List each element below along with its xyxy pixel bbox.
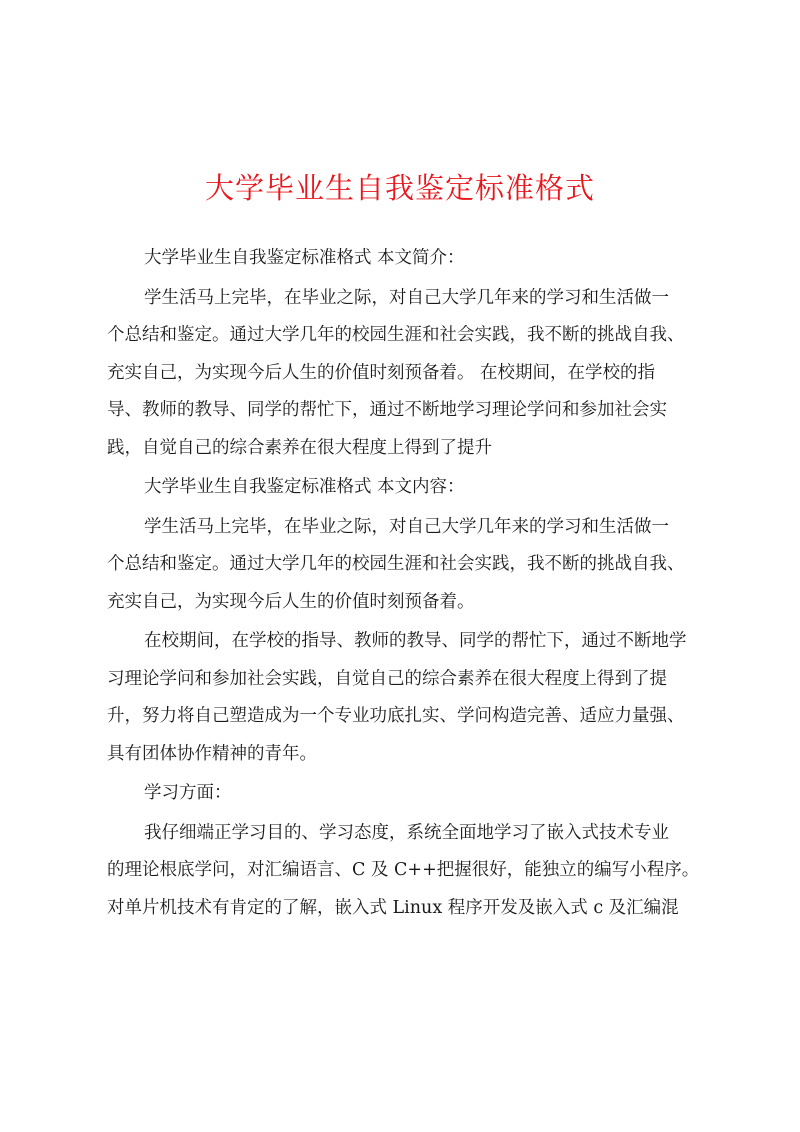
paragraph-line: 具有团体协作精神的青年。 (107, 743, 317, 764)
paragraph-intro-body (107, 280, 707, 468)
paragraph-line: 对单片机技术有肯定的了解，嵌入式 Linux 程序开发及嵌入式 c 及汇编混 (107, 897, 679, 918)
paragraph-line: 在校期间，在学校的指导、教师的教导、同学的帮忙下，通过不断地学 (144, 631, 687, 651)
paragraph-line: 习理论学问和参加社会实践，自觉自己的综合素养在很大程度上得到了提 (107, 668, 667, 689)
paragraph-study-body (107, 815, 707, 928)
paragraph-line: 大学毕业生自我鉴定标准格式 本文内容： (144, 477, 465, 497)
paragraph-line: 我仔细端正学习目的、学习态度，系统全面地学习了嵌入式技术专业 (144, 822, 669, 843)
paragraph-line: 充实自己，为实现今后人生的价值时刻预备着。 在校期间，在学校的指 (107, 362, 656, 383)
paragraph-line: 充实自己，为实现今后人生的价值时刻预备着。 (107, 591, 475, 612)
paragraph-intro-heading (107, 240, 707, 278)
document-title: 大学毕业生自我鉴定标准格式 (204, 171, 595, 205)
paragraph-line: 学生活马上完毕，在毕业之际，对自己大学几年来的学习和生活做一 (144, 516, 669, 537)
paragraph-line: 个总结和鉴定。通过大学几年的校园生涯和社会实践，我不断的挑战自我、 (107, 325, 685, 345)
paragraph-content-body-2 (107, 623, 707, 773)
paragraph-line: 学生活马上完毕，在毕业之际，对自己大学几年来的学习和生活做一 (144, 287, 669, 308)
paragraph-line: 践，自觉自己的综合素养在很大程度上得到了提升 (107, 437, 492, 458)
paragraph-content-heading (107, 469, 707, 507)
paragraph-line: 个总结和鉴定。通过大学几年的校园生涯和社会实践，我不断的挑战自我、 (107, 554, 685, 574)
paragraph-line: 大学毕业生自我鉴定标准格式 本文简介： (144, 248, 465, 268)
paragraph-content-body-1 (107, 509, 707, 622)
paragraph-line: 的理论根底学问，对汇编语言、C 及 C++把握很好，能独立的编写小程序。 (107, 860, 700, 880)
paragraph-study-heading (107, 775, 707, 813)
paragraph-line: 学习方面： (144, 783, 232, 803)
paragraph-line: 升，努力将自己塑造成为一个专业功底扎实、学问构造完善、适应力量强、 (107, 706, 685, 726)
document-body (107, 240, 707, 929)
paragraph-line: 导、教师的教导、同学的帮忙下，通过不断地学习理论学问和参加社会实 (107, 400, 667, 420)
